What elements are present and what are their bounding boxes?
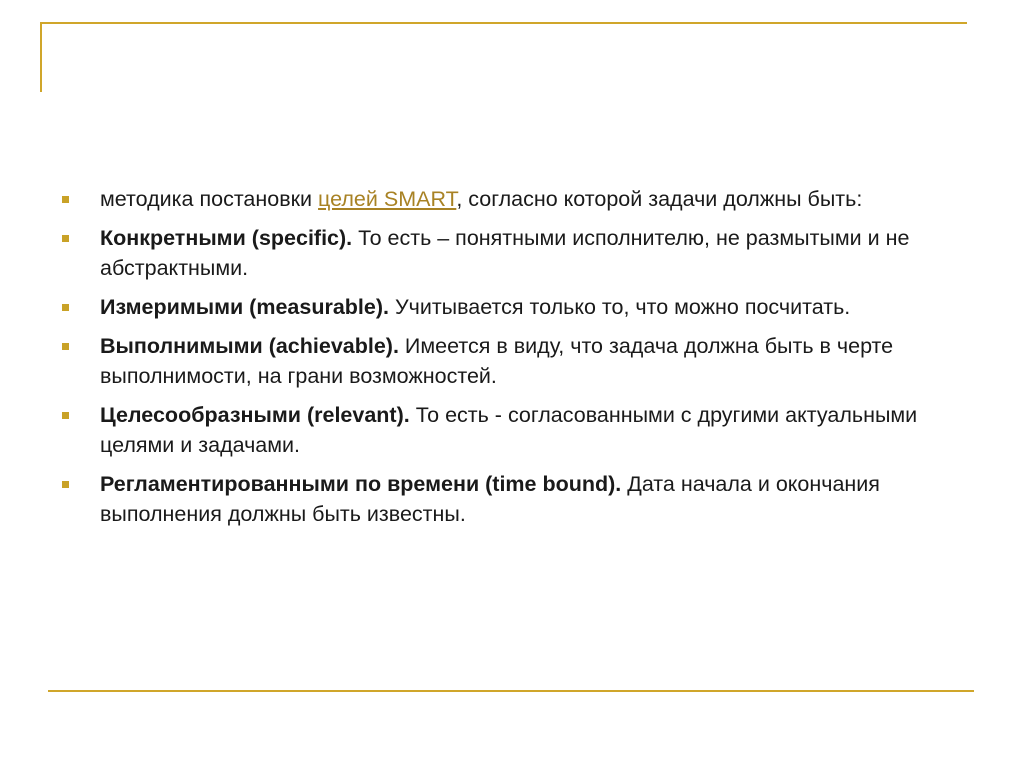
square-bullet-icon xyxy=(62,412,69,419)
top-vertical-rule xyxy=(40,22,42,92)
bullet-intro xyxy=(60,184,940,214)
bullet-measurable xyxy=(60,292,940,322)
bullet-relevant xyxy=(60,400,940,460)
intro-text-after: , согласно которой задачи должны быть: xyxy=(456,187,863,211)
square-bullet-icon xyxy=(62,481,69,488)
bullet-time-bound xyxy=(60,469,940,529)
measurable-description: Учитывается только то, что можно посчитать. xyxy=(388,295,851,319)
top-horizontal-rule xyxy=(40,22,967,24)
bullet-specific xyxy=(60,223,940,283)
specific-term: Конкретными (specific). xyxy=(100,226,353,250)
slide-content xyxy=(60,184,940,538)
time-bound-term: Регламентированными по времени (time bound). xyxy=(100,472,622,496)
achievable-description: Имеется в виду, что задача должна быть в черте выполнимости, на грани возможностей. xyxy=(100,334,894,388)
intro-text-before: методика постановки xyxy=(100,187,319,211)
measurable-term: Измеримыми (measurable). xyxy=(100,295,389,319)
square-bullet-icon xyxy=(62,343,69,350)
square-bullet-icon xyxy=(62,304,69,311)
square-bullet-icon xyxy=(62,235,69,242)
square-bullet-icon xyxy=(62,196,69,203)
relevant-term: Целесообразными (relevant). xyxy=(100,403,410,427)
specific-description: То есть – понятными исполнителю, не размытыми и не абстрактными. xyxy=(100,226,910,280)
achievable-term: Выполнимыми (achievable). xyxy=(100,334,399,358)
smart-goals-link[interactable]: целей SMART xyxy=(318,187,457,211)
bullet-achievable xyxy=(60,331,940,391)
bullet-list xyxy=(60,184,940,529)
bottom-horizontal-rule xyxy=(48,690,974,692)
relevant-description: То есть - согласованными с другими актуальными целями и задачами. xyxy=(100,403,918,457)
time-bound-description: Дата начала и окончания выполнения должны быть известны. xyxy=(100,472,880,526)
